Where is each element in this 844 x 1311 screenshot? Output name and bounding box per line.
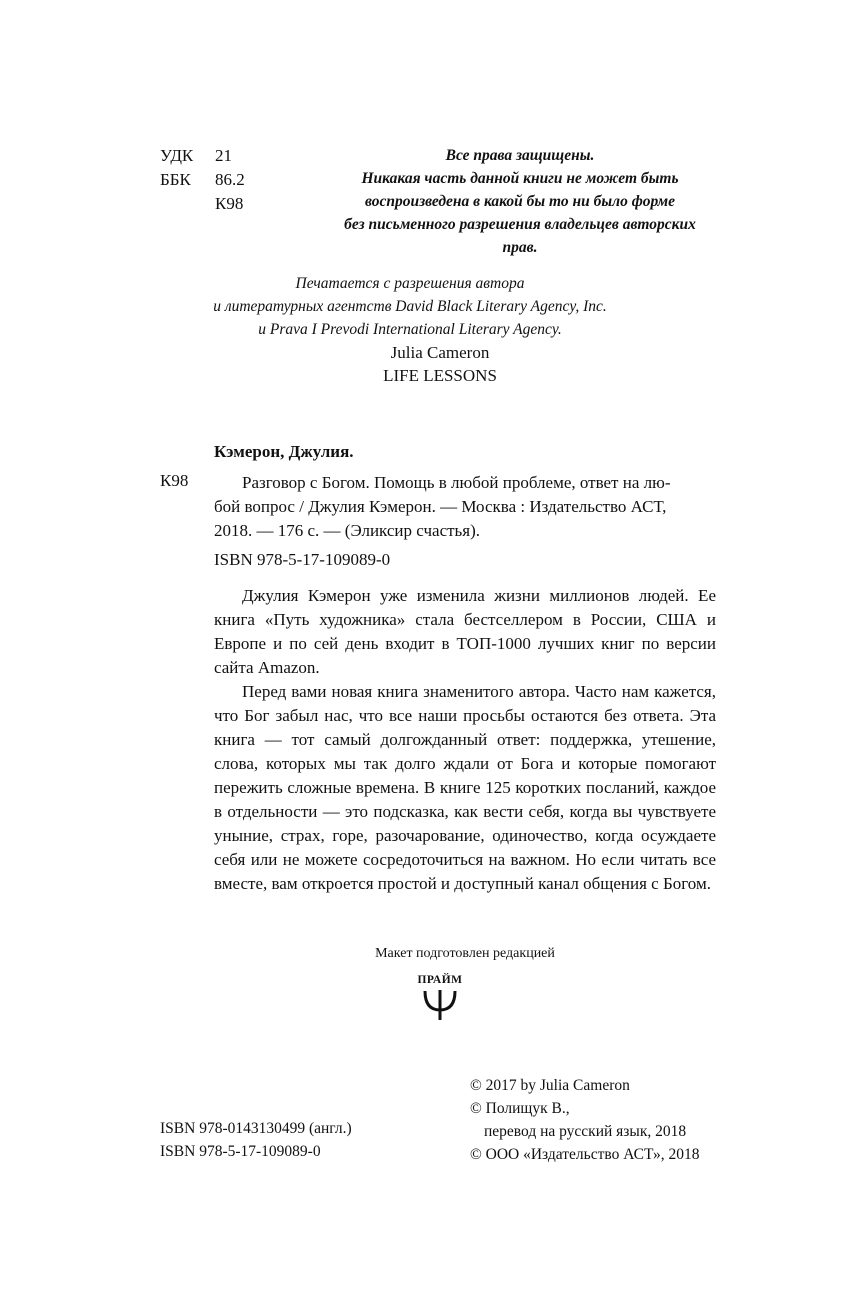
original-author: Julia Cameron <box>390 343 490 362</box>
permission-line: и Prava I Prevodi International Literary Agency. <box>258 321 562 338</box>
annotation-paragraph: Джулия Кэмерон уже изменила жизни миллионов людей. Ее книга «Путь художника» стала бестселлером в России, США и Европе и по сей день входит в ТОП-1000 лучших книг по версии сайта Amazon. <box>214 586 716 677</box>
permission-line: и литературных агентств David Black Literary Agency, Inc. <box>213 298 607 315</box>
psi-trident-icon <box>420 986 460 1022</box>
author-mark: К98 <box>215 194 244 213</box>
catalog-author-heading: Кэмерон, Джулия. <box>214 442 354 461</box>
author-mark-row <box>160 192 245 216</box>
maket-note: Макет подготовлен редакцией <box>375 946 555 961</box>
description-line: Разговор с Богом. Помощь в любой проблеме, ответ на лю- <box>242 473 671 492</box>
copyright-line: перевод на русский язык, 2018 <box>484 1123 687 1140</box>
rights-line: воспроизведена в какой бы то ни было форме <box>364 193 676 210</box>
bbk-label: ББК <box>160 170 191 189</box>
annotation <box>214 584 716 896</box>
catalog-isbn: ISBN 978-5-17-109089-0 <box>214 550 391 569</box>
copyright-line: © 2017 by Julia Cameron <box>470 1077 630 1094</box>
permission-notice <box>190 272 630 341</box>
original-edition <box>330 341 550 387</box>
rights-line: без письменного разрешения владельцев авторских прав. <box>344 216 696 256</box>
copyright-block <box>470 1074 700 1166</box>
copyright-line: © ООО «Издательство АСТ», 2018 <box>470 1146 700 1163</box>
catalog-mark: К98 <box>160 471 189 490</box>
original-title: LIFE LESSONS <box>383 366 497 385</box>
annotation-paragraph: Перед вами новая книга знаменитого автора. Часто нам кажется, что Бог забыл нас, что все наши просьбы остаются без ответа. Эта книга — тот самый долгожданный ответ: поддержка, утешение, слова, которых мы так долго ждали от Бога и которые помогают пережить сложные времена. В книге 125 коротких посланий, каждое в отдельности — это подсказка, как вести себя, когда вы чувствуете уныние, страх, горе, разочарование, одиночество, когда осуждаете себя или не можете сосредоточиться на важном. Но если читать все вместе, вам откроется простой и доступный канал общения с Богом. <box>214 682 716 893</box>
permission-line: Печатается с разрешения автора <box>295 275 525 292</box>
description-line: 2018. — 176 с. — (Эликсир счастья). <box>214 521 481 540</box>
bbk-row <box>160 168 245 192</box>
bbk-value: 86.2 <box>215 170 245 189</box>
copyright-line: © Полищук В., <box>470 1100 570 1117</box>
udk-value: 21 <box>215 146 232 165</box>
rights-line: Все права защищены. <box>445 147 595 164</box>
rights-notice <box>330 144 710 259</box>
isbn-line: ISBN 978-0143130499 (англ.) <box>160 1120 352 1137</box>
rights-line: Никакая часть данной книги не может быть <box>361 170 679 187</box>
isbn-block <box>160 1117 352 1163</box>
classification-codes <box>160 144 245 216</box>
udk-row <box>160 144 245 168</box>
description-line: бой вопрос / Джулия Кэмерон. — Москва : Издательство АСТ, <box>214 497 667 516</box>
isbn-line: ISBN 978-5-17-109089-0 <box>160 1143 321 1160</box>
catalog-description <box>214 471 716 543</box>
publisher-logo <box>390 974 490 1027</box>
logo-name: ПРАЙМ <box>417 974 463 986</box>
udk-label: УДК <box>160 146 194 165</box>
